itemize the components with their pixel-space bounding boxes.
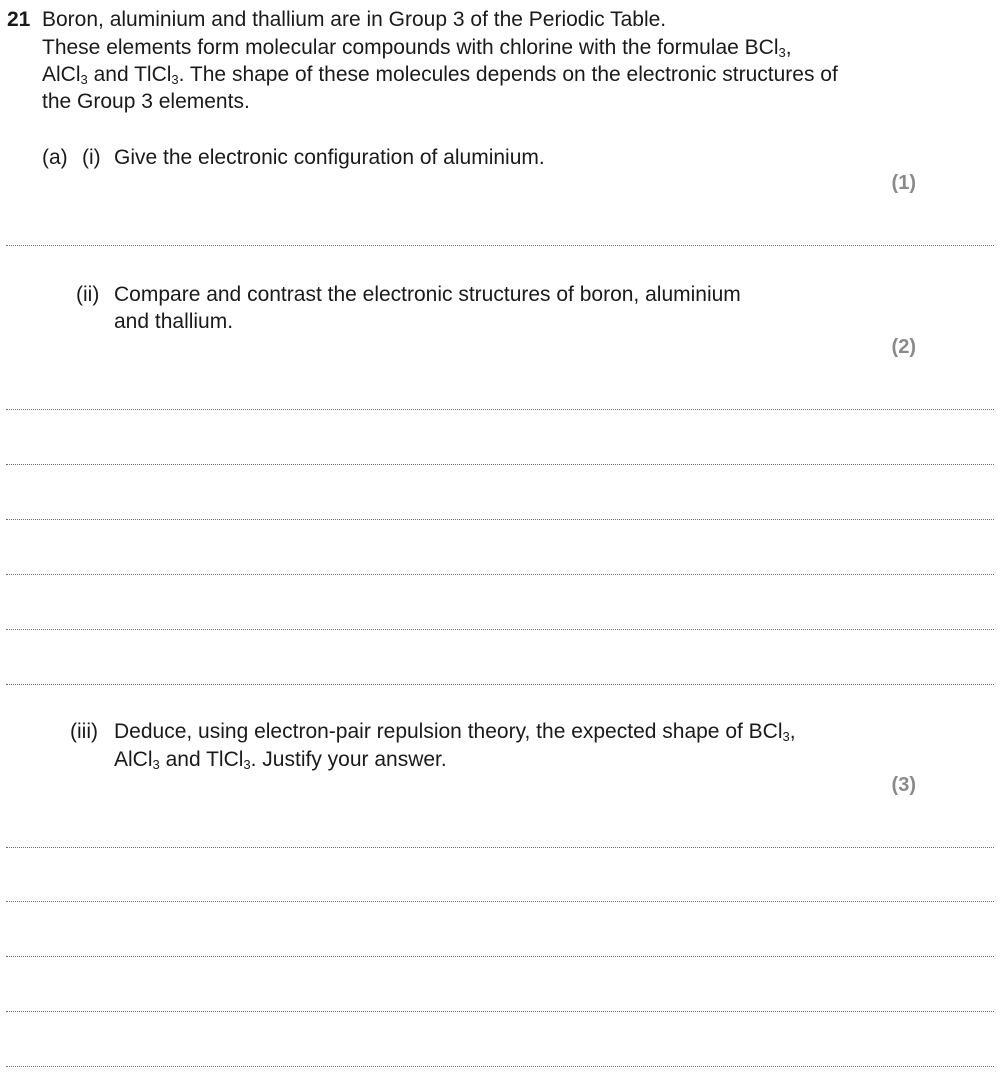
answer-line-ii-5[interactable]	[6, 629, 994, 630]
intro-line-1: Boron, aluminium and thallium are in Group 3 of the Periodic Table.	[42, 8, 667, 31]
part-iii-text-line-2: AlCl$_3$ and TlCl$_3$. Justify your answer.	[114, 748, 447, 772]
part-ii-label: (ii)	[76, 283, 100, 306]
part-iii-label: (iii)	[70, 720, 98, 743]
question-number: 21	[7, 8, 31, 31]
answer-line-iii-3[interactable]	[6, 956, 994, 957]
part-ii-marks: (2)	[891, 336, 916, 358]
answer-line-ii-4[interactable]	[6, 574, 994, 575]
intro-line-4: the Group 3 elements.	[42, 90, 250, 113]
intro-line-2: These elements form molecular compounds with chlorine with the formulae BCl$_3$,	[42, 36, 792, 60]
part-a-label: (a)	[42, 146, 68, 169]
part-ii-text-line-1: Compare and contrast the electronic structures of boron, aluminium	[114, 283, 741, 306]
answer-line-ii-2[interactable]	[6, 464, 994, 465]
answer-line-ii-6[interactable]	[6, 684, 994, 685]
answer-line-ii-1[interactable]	[6, 409, 994, 410]
answer-line-i-1[interactable]	[6, 245, 994, 246]
intro-line-3: AlCl$_3$ and TlCl$_3$. The shape of these molecules depends on the electronic structures of	[42, 63, 838, 87]
part-ii-text-line-2: and thallium.	[114, 310, 234, 333]
part-i-label: (i)	[82, 146, 101, 169]
answer-line-ii-3[interactable]	[6, 519, 994, 520]
answer-line-iii-5[interactable]	[6, 1066, 994, 1067]
part-iii-marks: (3)	[891, 774, 916, 796]
answer-line-iii-1[interactable]	[6, 847, 994, 848]
part-i-text: Give the electronic configuration of aluminium.	[114, 146, 545, 169]
answer-line-iii-4[interactable]	[6, 1011, 994, 1012]
part-iii-text-line-1: Deduce, using electron-pair repulsion theory, the expected shape of BCl$_3$,	[114, 720, 796, 744]
answer-line-iii-2[interactable]	[6, 901, 994, 902]
part-i-marks: (1)	[891, 172, 916, 194]
